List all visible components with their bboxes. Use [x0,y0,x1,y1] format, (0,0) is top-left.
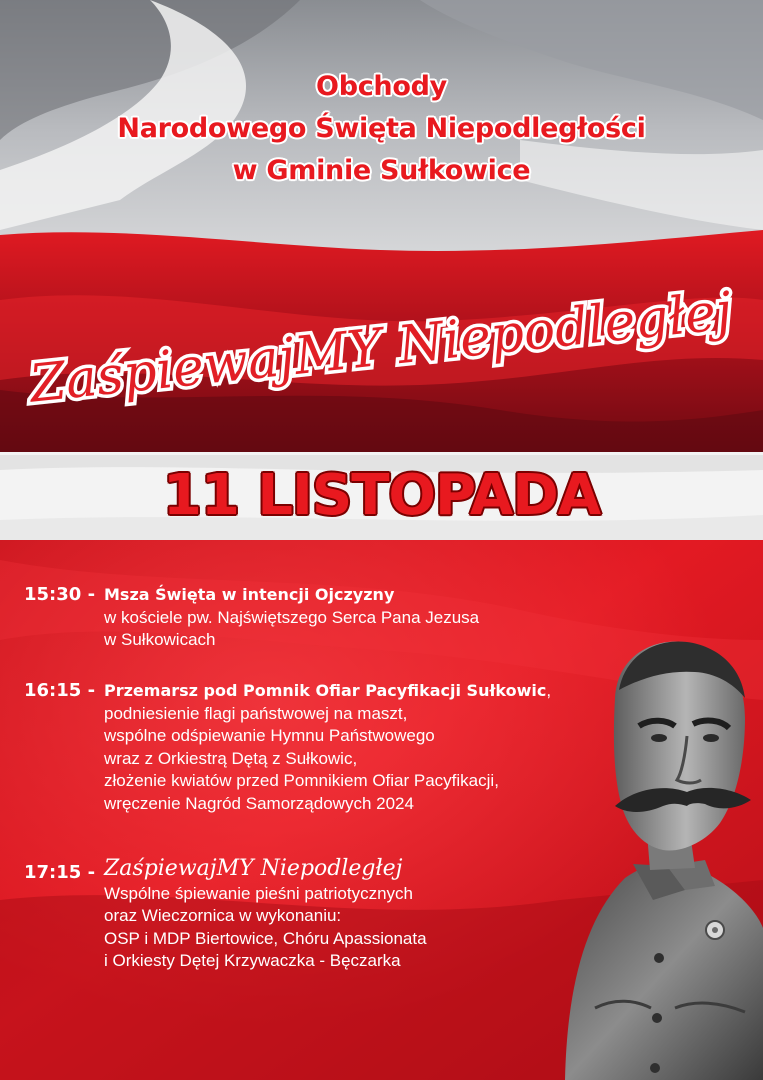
schedule-body [104,858,427,973]
portrait-illustration [555,628,763,1080]
schedule-title: Przemarsz pod Pomnik Ofiar Pacyfikacji Sułkowic [104,681,547,700]
header-line-1: Obchody [316,71,447,102]
header-line-3: w Gminie Sułkowice [232,155,531,186]
schedule-time: 15:30 - [24,584,96,605]
schedule-line: oraz Wieczornica w wykonaniu: [104,906,342,925]
event-header [0,66,763,192]
schedule-line: OSP i MDP Biertowice, Chóru Apassionata [104,928,427,948]
schedule-line: złożenie kwiatów przed Pomnikiem Ofiar Pacyfikacji, [104,771,499,790]
schedule-line: i Orkiesty Dętej Krzywaczka - Bęczarka [104,951,401,970]
event-date: 11 LISTOPADA [162,463,601,528]
schedule-time: 16:15 - [24,680,96,701]
schedule-line: w Sułkowicach [104,630,216,649]
schedule-line: podniesienie flagi państwowej na maszt, [104,703,408,723]
schedule-body [104,680,551,815]
schedule-line: wraz z Orkiestrą Dętą z Sułkowic, [104,748,358,768]
script-title-text: ZaśpiewajMY Niepodległej [26,281,735,415]
schedule-line: wspólne odśpiewanie Hymnu Państwowego [104,726,435,745]
script-title [0,255,763,425]
schedule-title-suffix: , [546,681,552,700]
header-line-2: Narodowego Święta Niepodległości [117,113,646,144]
schedule-time: 17:15 - [24,862,96,883]
schedule-title: Msza Święta w intencji Ojczyzny [104,585,395,604]
schedule-body [104,584,479,652]
schedule-line: Wspólne śpiewanie pieśni patriotycznych [104,883,413,903]
schedule-title: ZaśpiewajMY Niepodległej [104,856,403,881]
schedule-line: w kościele pw. Najświętszego Serca Pana Jezusa [104,607,480,627]
schedule-line: wręczenie Nagród Samorządowych 2024 [104,793,414,813]
